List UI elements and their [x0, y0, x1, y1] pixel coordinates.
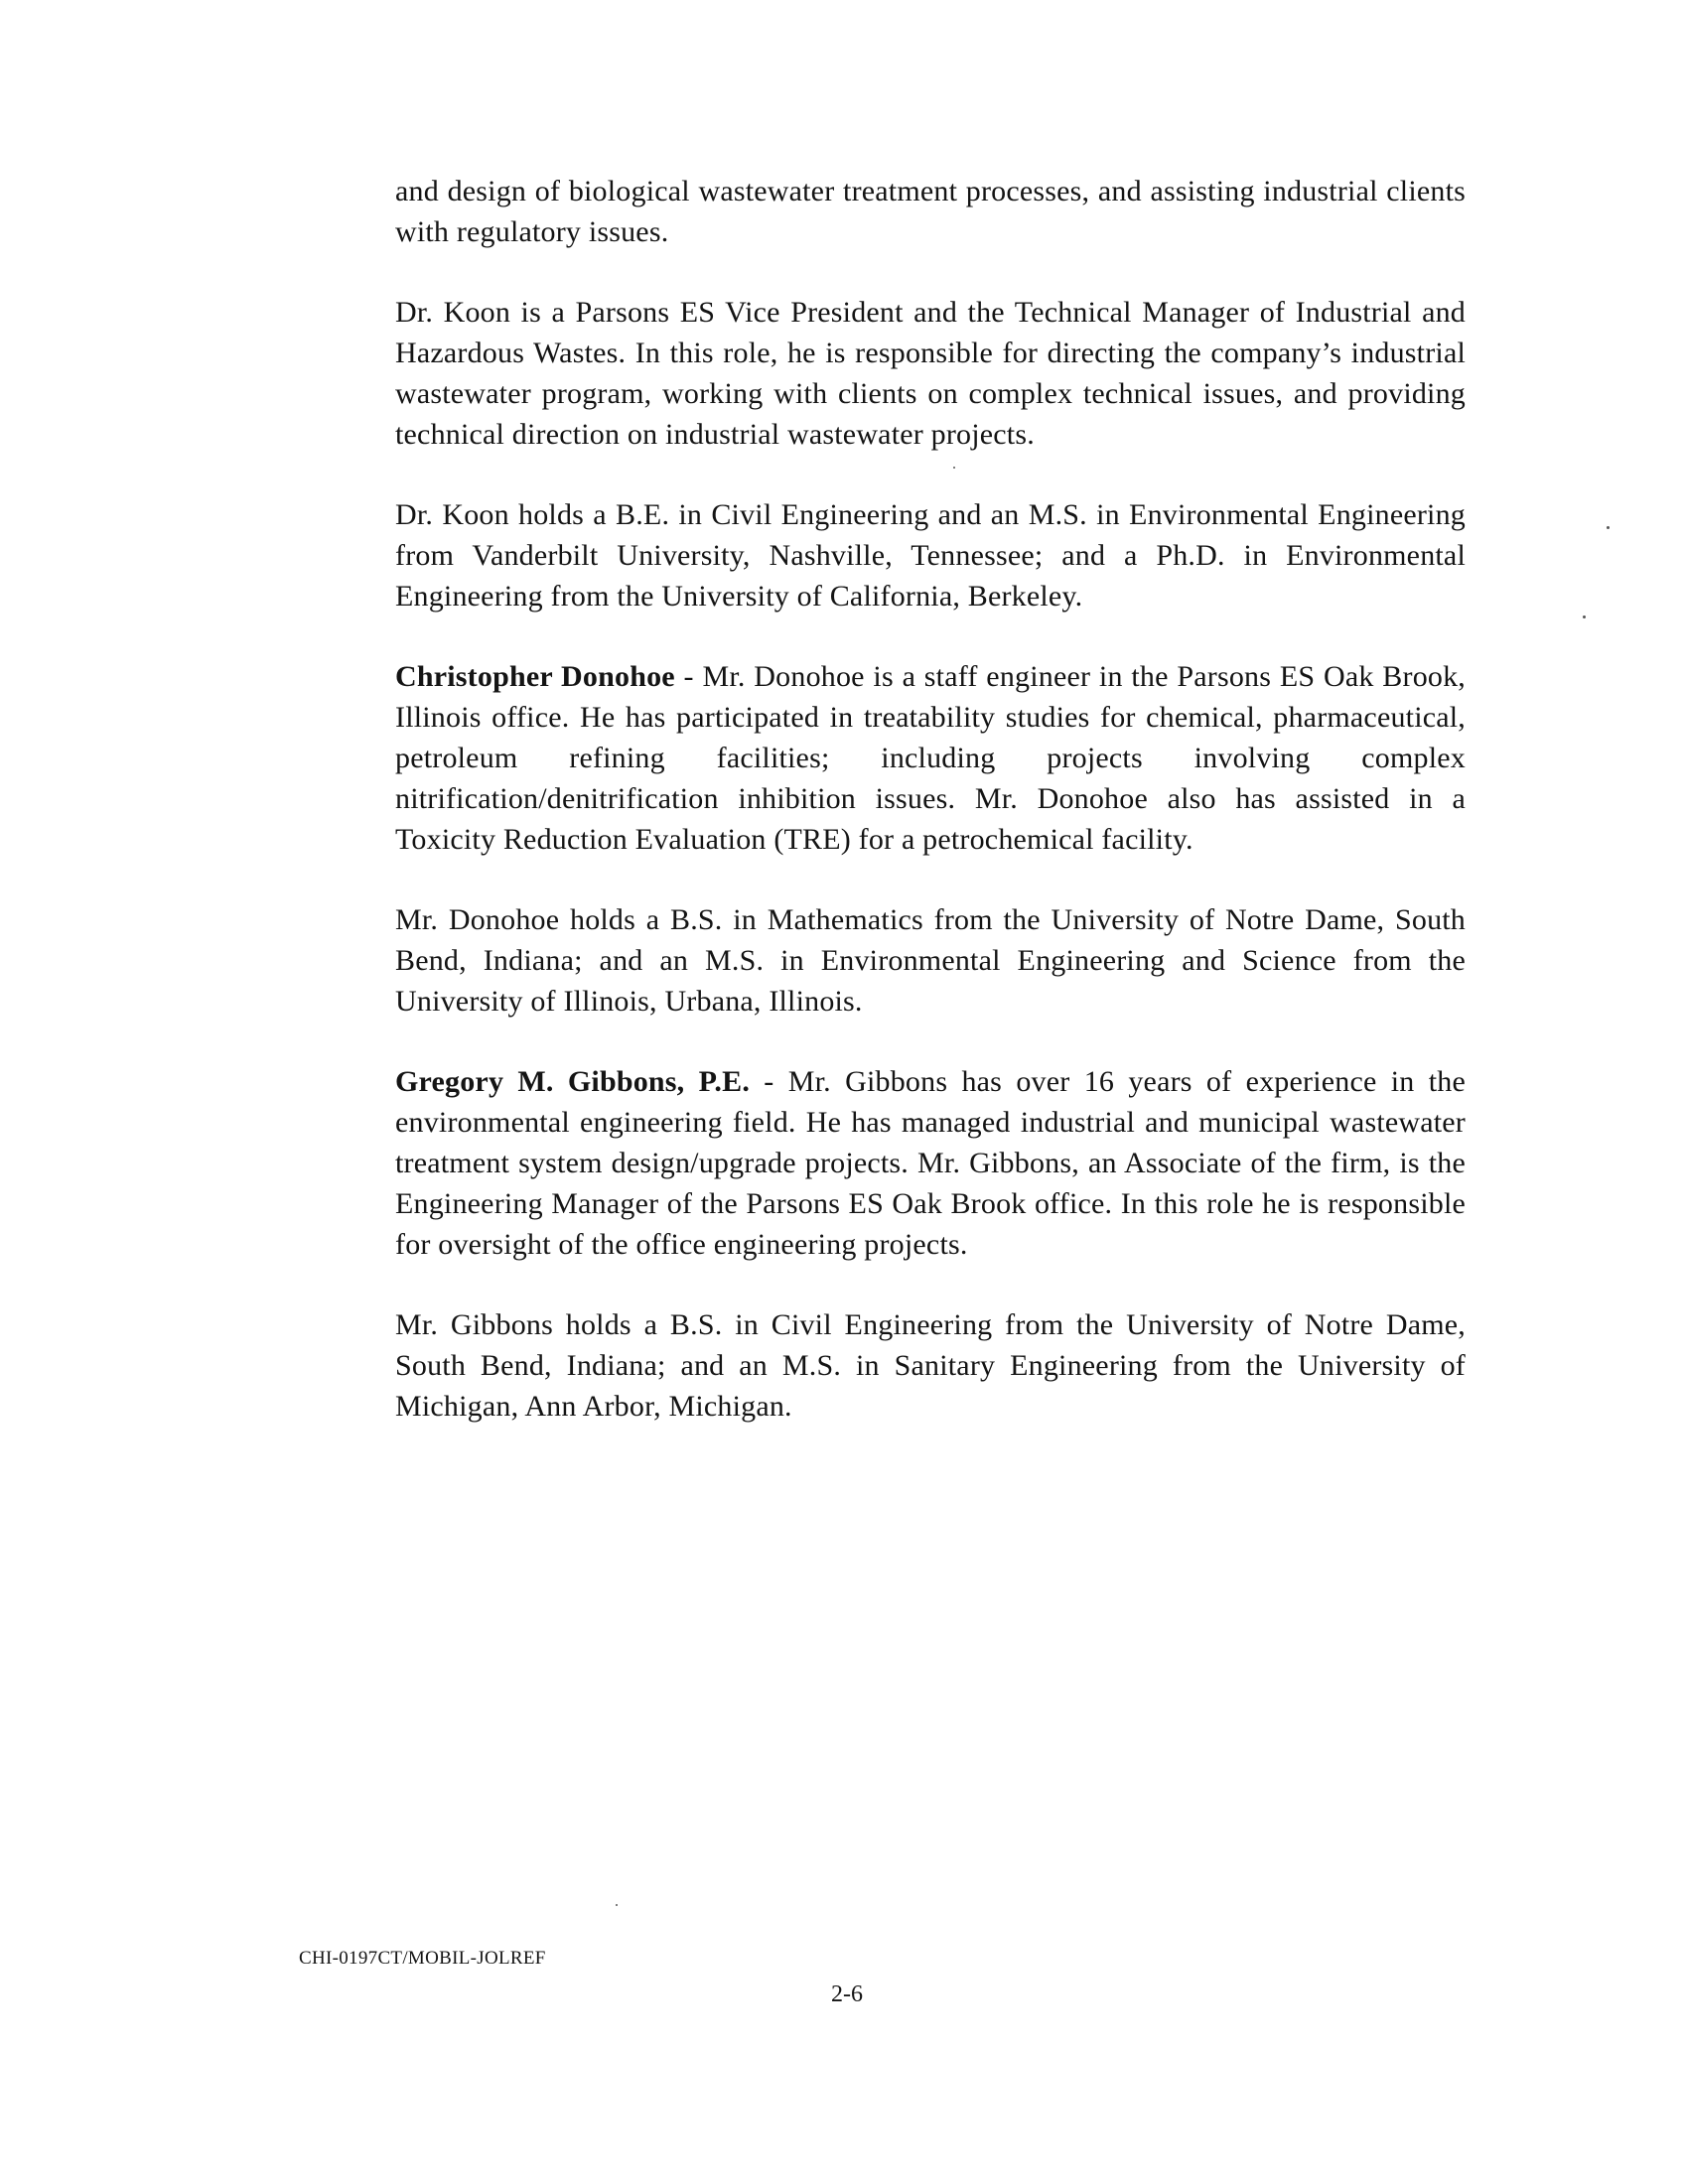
paragraph-gibbons-education: [395, 1304, 1466, 1427]
page-number: 2-6: [831, 1981, 863, 2007]
paragraph-gibbons-bio: [395, 1061, 1466, 1265]
paragraph-text: Mr. Donohoe holds a B.S. in Mathematics from the University of Notre Dame, South Bend, Indiana; and an M.S. in Environmental Engineering and Science from the University of Illinois, Urbana, Illinois.: [395, 903, 1466, 1018]
paragraph-koon-role: [395, 292, 1466, 455]
paragraph-koon-education: [395, 494, 1466, 616]
paragraph-text: - Mr. Gibbons has over 16 years of experience in the environmental engineering field. He has managed industrial and municipal wastewater treatment system design/upgrade projects. Mr. Gibbons, an Associate of the firm, is the Engineering Manager of the Parsons ES Oak Brook office. In this role he is responsible for oversight of the office engineering projects.: [395, 1065, 1466, 1261]
paragraph-text: and design of biological wastewater treatment processes, and assisting industrial clients with regulatory issues.: [395, 175, 1466, 248]
paragraph-text: Dr. Koon holds a B.E. in Civil Engineering and an M.S. in Environmental Engineering from Vanderbilt University, Nashville, Tennessee; and a Ph.D. in Environmental Engineering from the University of California, Berkeley.: [395, 498, 1466, 613]
scan-speck: [1583, 615, 1586, 618]
person-name-donohoe: Christopher Donohoe: [395, 660, 675, 693]
document-reference-code: CHI-0197CT/MOBIL-JOLREF: [299, 1948, 546, 1969]
paragraph-donohoe-bio: [395, 656, 1466, 860]
paragraph-text: - Mr. Donohoe is a staff engineer in the Parsons ES Oak Brook, Illinois office. He has participated in treatability studies for chemical, pharmaceutical, petroleum refining facilities; including projects involving complex nitrification/denitrification inhibition issues. Mr. Donohoe also has assisted in a Toxicity Reduction Evaluation (TRE) for a petrochemical facility.: [395, 660, 1466, 856]
document-body: [395, 171, 1466, 1466]
paragraph-koon-intro-continued: [395, 171, 1466, 252]
paragraph-text: Dr. Koon is a Parsons ES Vice President and the Technical Manager of Industrial and Hazardous Wastes. In this role, he is responsible for directing the company’s industrial wastewater program, working with clients on complex technical issues, and providing technical direction on industrial wastewater projects.: [395, 296, 1466, 451]
scan-speck: [953, 467, 955, 469]
person-name-gibbons: Gregory M. Gibbons, P.E.: [395, 1065, 751, 1098]
scan-speck: [616, 1904, 618, 1906]
paragraph-text: Mr. Gibbons holds a B.S. in Civil Engineering from the University of Notre Dame, South Bend, Indiana; and an M.S. in Sanitary Engineering from the University of Michigan, Ann Arbor, Michigan.: [395, 1308, 1466, 1423]
scan-speck: [1607, 526, 1610, 529]
paragraph-donohoe-education: [395, 899, 1466, 1022]
